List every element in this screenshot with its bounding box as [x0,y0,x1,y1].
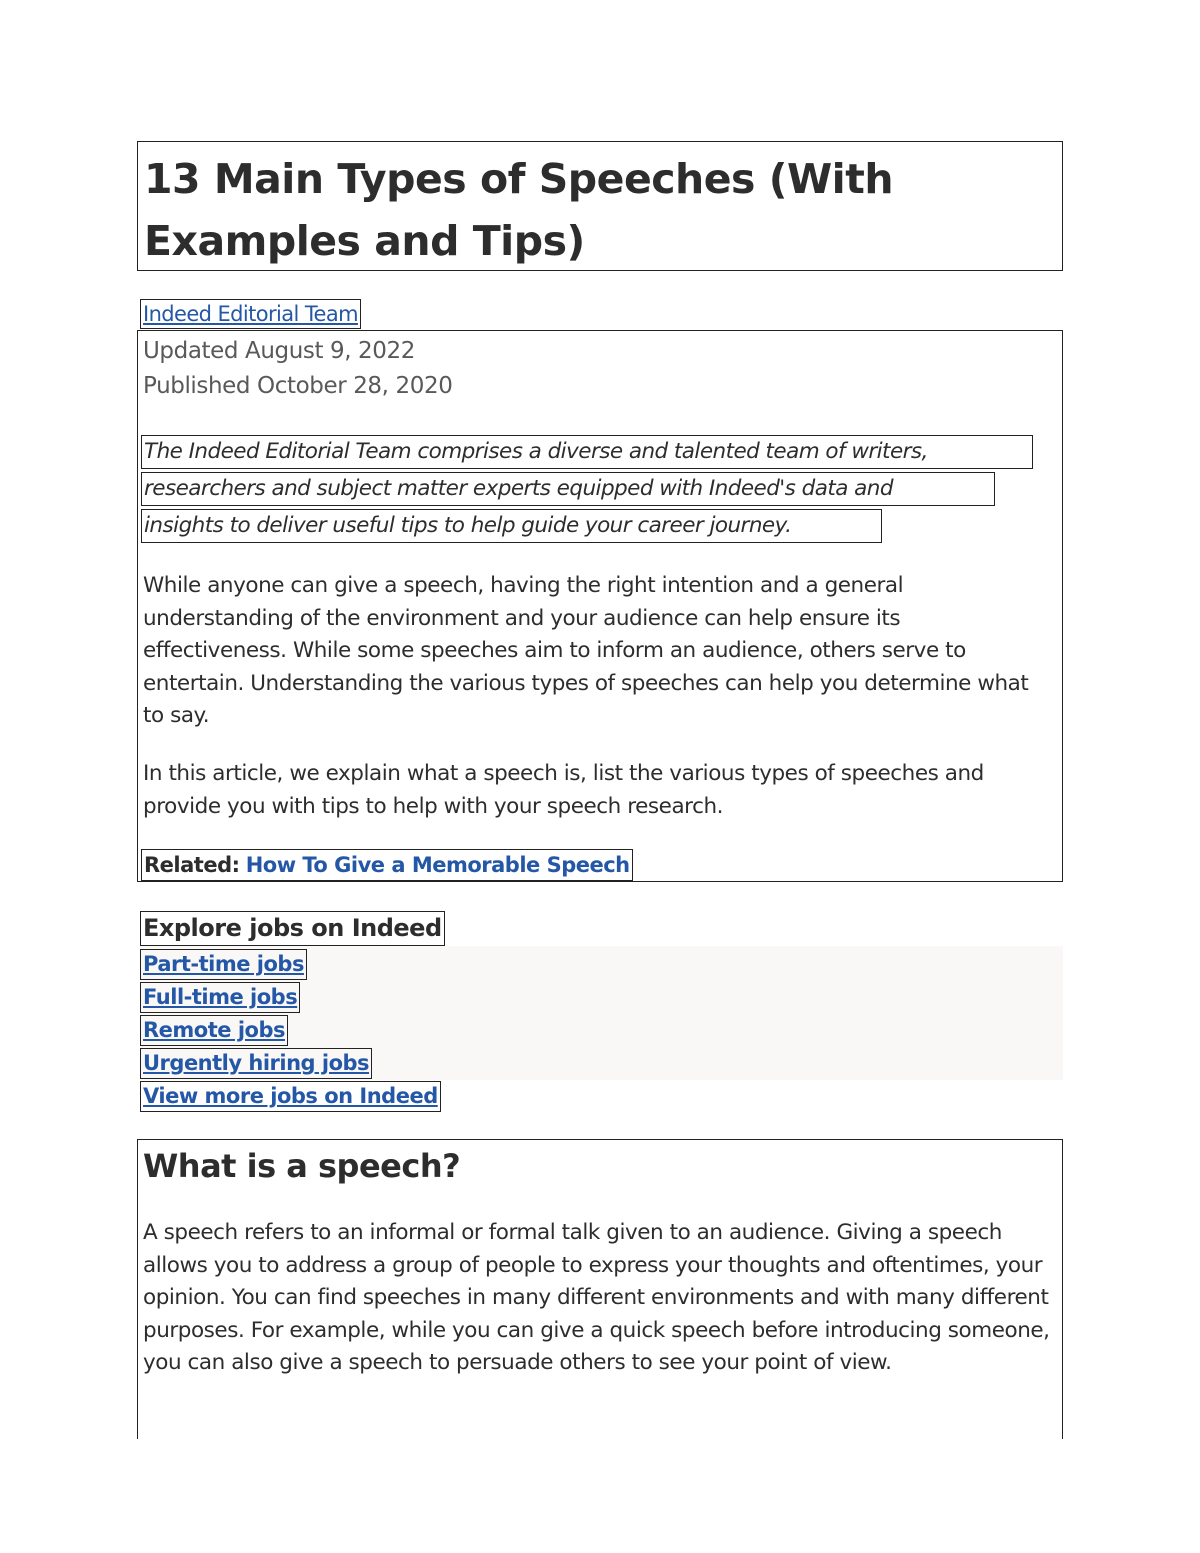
remote-jobs-link[interactable]: Remote jobs [140,1015,288,1046]
title-container [137,141,1063,271]
view-more-jobs-link[interactable]: View more jobs on Indeed [140,1081,441,1112]
full-time-jobs-link[interactable]: Full-time jobs [140,982,300,1013]
published-date: Published October 28, 2020 [143,373,453,399]
section-paragraph: A speech refers to an informal or formal talk given to an audience. Giving a speech allows you to address a group of people to express your thoughts and oftentimes, your opinion. You can find speeches in many different environments and with many different purposes. For example, while you can give a quick speech before introducing someone, you can also give a speech to persuade others to see your point of view. [143,1220,1050,1375]
article-title-line-1: 13 Main Types of Speeches (With [144,155,894,203]
author-bio-line-2: researchers and subject matter experts equipped with Indeed's data and [141,472,995,506]
intro-paragraph: While anyone can give a speech, having the right intention and a general understanding of the environment and your audience can help ensure its effectiveness. While some speeches aim to inform an audience, others serve to entertain. Understanding the various types of speeches can help you determine what to say. [143,573,1029,728]
urgently-hiring-jobs-link[interactable]: Urgently hiring jobs [140,1048,372,1079]
author-bio-line-1: The Indeed Editorial Team comprises a diverse and talented team of writers, [141,435,1033,469]
article-intro-container [137,330,1063,882]
related-article [141,849,633,881]
what-is-speech-section [137,1139,1063,1439]
article-title-line-2: Examples and Tips) [144,217,585,265]
related-article-link[interactable]: How To Give a Memorable Speech [245,853,630,877]
related-label: Related: [144,853,240,877]
explore-jobs-heading: Explore jobs on Indeed [140,911,445,946]
updated-date: Updated August 9, 2022 [143,338,415,364]
article-title [144,148,1056,272]
author-link[interactable]: Indeed Editorial Team [140,299,361,329]
article-overview-paragraph: In this article, we explain what a speech is, list the various types of speeches and provide you with tips to help with your speech research. [143,761,984,819]
section-heading: What is a speech? [143,1147,461,1185]
part-time-jobs-link[interactable]: Part-time jobs [140,949,307,980]
author-bio-line-3: insights to deliver useful tips to help guide your career journey. [141,509,882,543]
